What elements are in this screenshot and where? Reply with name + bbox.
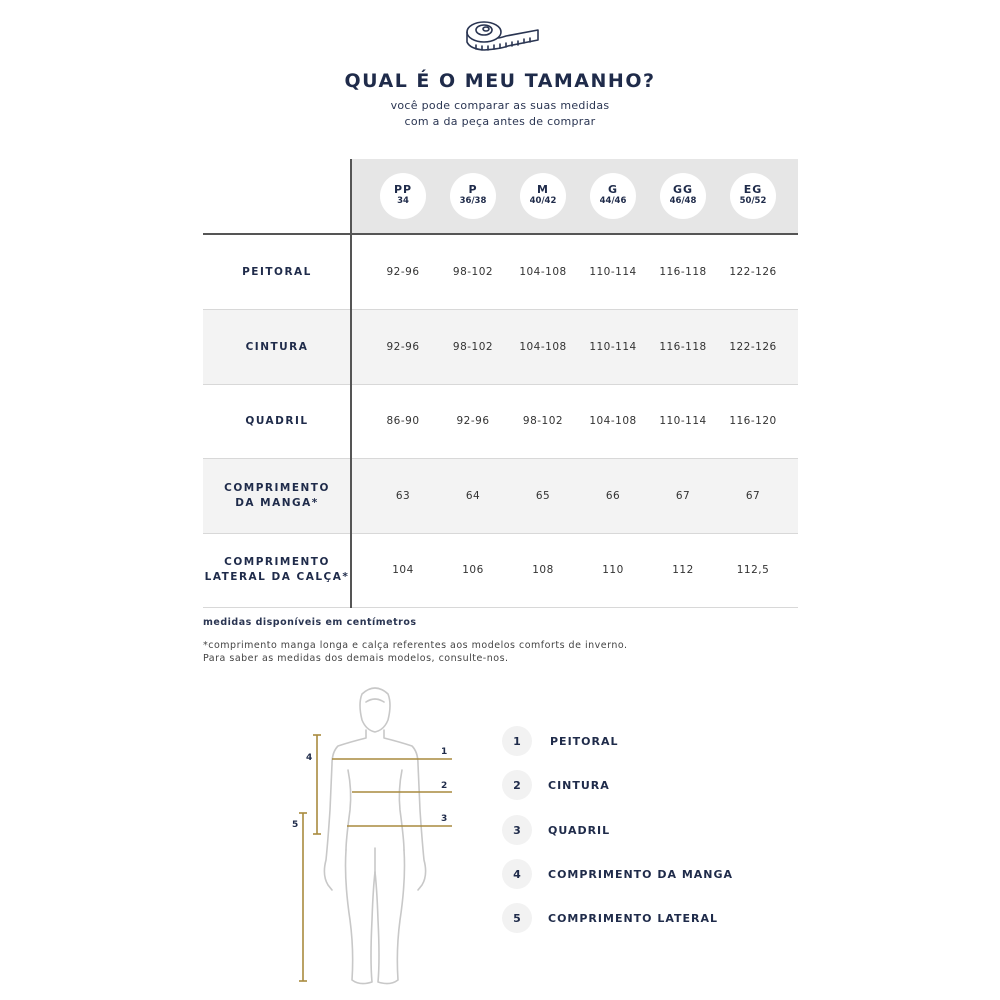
size-number: 50/52 bbox=[739, 196, 767, 206]
size-number: 40/42 bbox=[529, 196, 557, 206]
table-cell: 104-108 bbox=[519, 266, 567, 278]
marker-1: 1 bbox=[441, 747, 448, 757]
table-cell: 67 bbox=[675, 490, 691, 502]
legend-label: CINTURA bbox=[548, 778, 610, 792]
table-cell: 122-126 bbox=[729, 341, 777, 353]
table-cell: 110-114 bbox=[589, 341, 637, 353]
legend-item-comprimento-manga bbox=[502, 859, 733, 889]
legend-label: COMPRIMENTO DA MANGA bbox=[548, 867, 734, 881]
table-cell: 108 bbox=[532, 564, 554, 576]
size-badge-p bbox=[450, 173, 496, 219]
label-column-divider bbox=[350, 159, 352, 608]
size-number: 44/46 bbox=[599, 196, 627, 206]
legend-item-quadril bbox=[502, 815, 610, 845]
row-label: QUADRIL bbox=[245, 414, 309, 427]
size-badge-pp bbox=[380, 173, 426, 219]
legend-number: 3 bbox=[502, 815, 532, 845]
header-divider bbox=[203, 233, 798, 235]
size-label: G bbox=[607, 183, 619, 196]
table-cell: 64 bbox=[465, 490, 481, 502]
size-badge-gg bbox=[660, 173, 706, 219]
row-label bbox=[203, 459, 351, 533]
body-outline-icon bbox=[324, 688, 425, 984]
table-cell: 92-96 bbox=[386, 341, 420, 353]
legend-item-cintura bbox=[502, 770, 610, 800]
row-label: PEITORAL bbox=[242, 265, 312, 278]
row-label bbox=[203, 533, 351, 607]
size-label: GG bbox=[672, 183, 694, 196]
table-row-comprimento-lateral-calca bbox=[203, 533, 798, 608]
page-subtitle bbox=[0, 98, 1000, 130]
table-cell: 110 bbox=[602, 564, 624, 576]
footnote-line-2: Para saber as medidas dos demais modelos, consulte-nos. bbox=[203, 653, 509, 664]
table-row-peitoral bbox=[203, 235, 798, 310]
table-cell: 110-114 bbox=[659, 415, 707, 427]
table-cell: 65 bbox=[535, 490, 551, 502]
tape-measure-icon bbox=[462, 16, 542, 58]
table-cell: 98-102 bbox=[452, 266, 494, 278]
legend-item-peitoral bbox=[502, 726, 619, 756]
legend-item-comprimento-lateral bbox=[502, 903, 718, 933]
subtitle-line-2: com a da peça antes de comprar bbox=[404, 115, 596, 128]
marker-2: 2 bbox=[441, 781, 448, 791]
marker-4: 4 bbox=[306, 753, 313, 763]
table-cell: 112,5 bbox=[736, 564, 770, 576]
table-cell: 110-114 bbox=[589, 266, 637, 278]
table-cell: 116-118 bbox=[659, 341, 707, 353]
table-cell: 67 bbox=[745, 490, 761, 502]
legend-label: QUADRIL bbox=[548, 823, 611, 837]
table-cell: 112 bbox=[672, 564, 694, 576]
table-cell: 66 bbox=[605, 490, 621, 502]
table-row-cintura bbox=[203, 310, 798, 385]
size-label: PP bbox=[393, 183, 413, 196]
legend-number: 1 bbox=[502, 726, 532, 756]
table-cell: 63 bbox=[395, 490, 411, 502]
size-number: 46/48 bbox=[669, 196, 697, 206]
size-badge-eg bbox=[730, 173, 776, 219]
size-number: 34 bbox=[397, 196, 409, 206]
footnote bbox=[203, 639, 628, 665]
footnote-line-1: *comprimento manga longa e calça referentes aos modelos comforts de inverno. bbox=[203, 640, 628, 651]
row-label: CINTURA bbox=[245, 340, 309, 353]
table-cell: 86-90 bbox=[386, 415, 420, 427]
table-cell: 122-126 bbox=[729, 266, 777, 278]
legend-number: 4 bbox=[502, 859, 532, 889]
legend-number: 2 bbox=[502, 770, 532, 800]
size-label: P bbox=[468, 183, 478, 196]
size-label: M bbox=[537, 183, 549, 196]
size-badge-g bbox=[590, 173, 636, 219]
table-row-comprimento-manga bbox=[203, 459, 798, 534]
row-label-line-1: COMPRIMENTO bbox=[224, 482, 330, 494]
row-label-line-2: DA MANGA* bbox=[235, 497, 319, 509]
table-cell: 92-96 bbox=[456, 415, 490, 427]
size-number: 36/38 bbox=[459, 196, 487, 206]
table-cell: 104-108 bbox=[589, 415, 637, 427]
body-measurement-figure bbox=[280, 680, 470, 990]
table-cell: 98-102 bbox=[452, 341, 494, 353]
units-note: medidas disponíveis em centímetros bbox=[203, 617, 417, 628]
legend-number: 5 bbox=[502, 903, 532, 933]
subtitle-line-1: você pode comparar as suas medidas bbox=[390, 99, 610, 112]
page-title: QUAL É O MEU TAMANHO? bbox=[344, 70, 656, 92]
table-cell: 116-120 bbox=[729, 415, 777, 427]
size-label: EG bbox=[743, 183, 763, 196]
size-badge-m bbox=[520, 173, 566, 219]
row-label-line-2: LATERAL DA CALÇA* bbox=[204, 571, 350, 583]
table-cell: 106 bbox=[462, 564, 484, 576]
size-table bbox=[203, 159, 798, 608]
legend-label: PEITORAL bbox=[550, 734, 619, 748]
table-cell: 116-118 bbox=[659, 266, 707, 278]
table-cell: 92-96 bbox=[386, 266, 420, 278]
table-cell: 98-102 bbox=[522, 415, 564, 427]
table-row-quadril bbox=[203, 384, 798, 459]
table-cell: 104-108 bbox=[519, 341, 567, 353]
legend-label: COMPRIMENTO LATERAL bbox=[548, 911, 719, 925]
marker-3: 3 bbox=[441, 814, 448, 824]
marker-5: 5 bbox=[292, 820, 299, 830]
table-cell: 104 bbox=[392, 564, 414, 576]
row-label-line-1: COMPRIMENTO bbox=[224, 556, 330, 568]
